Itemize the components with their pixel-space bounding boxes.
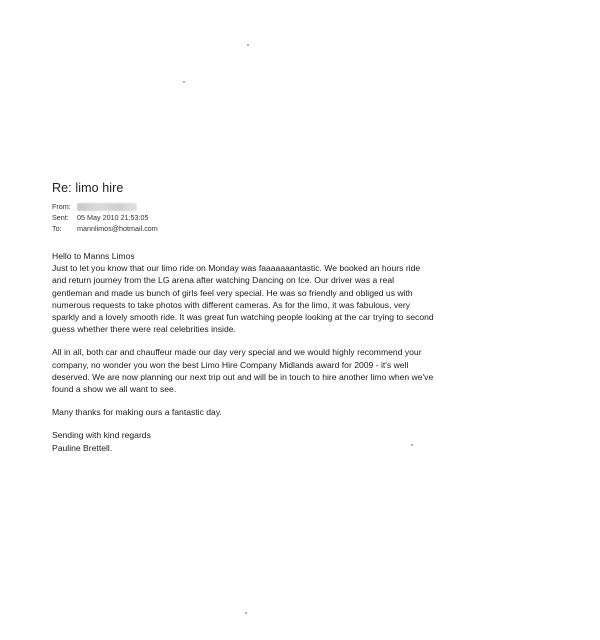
body-line: Many thanks for making ours a fantastic day.: [52, 407, 222, 418]
scan-speck: [247, 44, 249, 46]
body-line: numerous requests to take photos with different cameras. As for the limo, it was fabulous, very: [52, 299, 411, 310]
sent-label: Sent:: [52, 213, 69, 222]
sent-value: 05 May 2010 21:53:05: [77, 213, 149, 222]
signature-name: Pauline Brettell.: [52, 442, 113, 453]
email-subject: Re: limo hire: [52, 181, 124, 195]
sent-row: [52, 212, 158, 223]
scan-speck: [183, 81, 185, 83]
paragraph-1: [52, 250, 552, 335]
body-line: All in all, both car and chauffeur made our day very special and we would highly recommend your: [52, 347, 422, 358]
email-body: [52, 250, 552, 465]
body-line: Hello to Manns Limos: [52, 251, 135, 261]
email-headers: [52, 201, 158, 234]
from-row: [52, 201, 158, 212]
from-label: From:: [52, 202, 71, 211]
closing: [52, 429, 552, 453]
body-line: sparkly and a lovely smooth ride. It was great fun watching people looking at the car trying to second: [52, 312, 434, 323]
paragraph-3: [52, 406, 552, 418]
body-line: found a show we all want to see.: [52, 384, 177, 395]
body-line: and return journey from the LG arena after watching Dancing on Ice. Our driver was a real: [52, 275, 395, 286]
closing-line: Sending with kind regards: [52, 430, 151, 441]
body-line: company, no wonder you won the best Limo Hire Company Midlands award for 2009 - it's well: [52, 359, 409, 370]
paragraph-2: [52, 346, 552, 395]
to-label: To:: [52, 224, 62, 233]
body-line: gentleman and made us bunch of girls feel very special. He was so friendly and obliged us with: [52, 287, 413, 298]
body-line: Just to let you know that our limo ride on Monday was faaaaaaantastic. We booked an hours ride: [52, 263, 421, 274]
body-line: deserved. We are now planning our next trip out and will be in touch to hire another limo when we've: [52, 371, 434, 382]
scan-speck: [245, 612, 247, 614]
redacted-sender: [77, 203, 137, 211]
to-row: [52, 223, 158, 234]
to-value: mannlimos@hotmail.com: [77, 224, 158, 233]
body-line: guess whether there were real celebrities inside.: [52, 324, 236, 335]
